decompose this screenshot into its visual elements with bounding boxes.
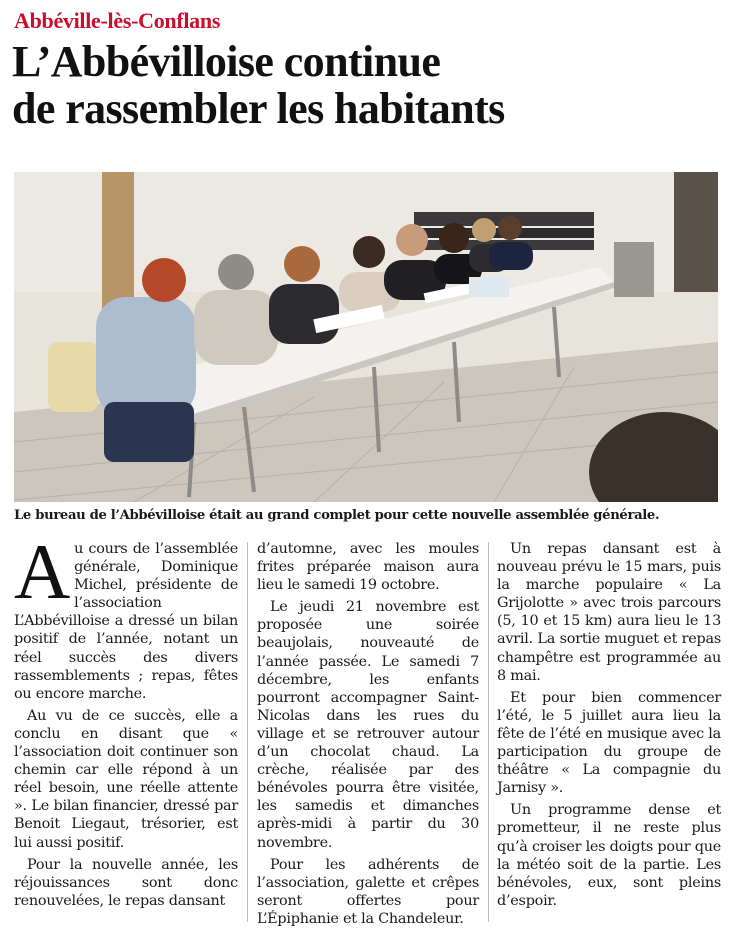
dropcap-letter: A [14, 528, 71, 615]
paragraph [14, 528, 238, 703]
article-photo [14, 172, 718, 502]
paragraph: Le jeudi 21 novembre est proposée une soirée beaujolais, nouveauté de l’année passée. Le samedi 7 décembre, les enfants pourront accompagner Saint-Nicolas dans les rues du village et se retrouver autour d’un chocolat chaud. La crèche, réalisée par des bénévoles pourra être visitée, les samedis et dimanches après-midi à partir du 30 novembre. [257, 599, 479, 851]
article-kicker: Abbéville-lès-Conflans [14, 8, 221, 33]
paragraph: Pour les adhérents de l’association, galette et crêpes seront offertes pour L’Épiphanie et la Chandeleur. [257, 856, 479, 927]
paragraph: d’automne, avec les moules frites préparée maison aura lieu le samedi 19 octobre. [257, 541, 479, 594]
paragraph: Au vu de ce succès, elle a conclu en disant que « l’association doit continuer son chemin car elle répond à un réel besoin, une réelle attente ». Le bilan financier, dressé par Benoit Liegaut, trésorier, est lui aussi positif. [14, 707, 238, 851]
article-headline [12, 38, 722, 132]
headline-line-2: de rassembler les habitants [12, 84, 505, 133]
paragraph-text: u cours de l’assemblée générale, Dominique Michel, présidente de l’association L’Abbévilloise a dressé un bilan positif de l’année, notant un réel succès des divers rassemblements ; repas, fêtes ou encore marche. [14, 541, 238, 702]
paragraph: Pour la nouvelle année, les réjouissances sont donc renouvelées, le repas dansant [14, 856, 238, 909]
article-column-2 [257, 540, 479, 932]
paragraph: Un repas dansant est à nouveau prévu le 15 mars, puis la marche populaire « La Grijolotte » avec trois parcours (5, 10 et 15 km) aura lieu le 13 avril. La sortie muguet et repas champêtre est programmée au 8 mai. [497, 541, 721, 684]
paragraph: Et pour bien commencer l’été, le 5 juillet aura lieu la fête de l’été en musique avec la participation du groupe de théâtre « La compagnie du Jarnisy ». [497, 689, 721, 797]
headline-line-1: L’Abbévilloise continue [12, 37, 441, 86]
column-divider [247, 542, 248, 922]
photo-caption: Le bureau de l’Abbévilloise était au grand complet pour cette nouvelle assemblée générale. [14, 508, 660, 523]
paragraph: Un programme dense et prometteur, il ne reste plus qu’à croiser les doigts pour que la météo soit de la partie. Les bénévoles, eux, sont pleins d’espoir. [497, 802, 721, 909]
column-divider [488, 542, 489, 922]
article-column-3 [497, 540, 721, 914]
article-column-1 [14, 528, 238, 914]
